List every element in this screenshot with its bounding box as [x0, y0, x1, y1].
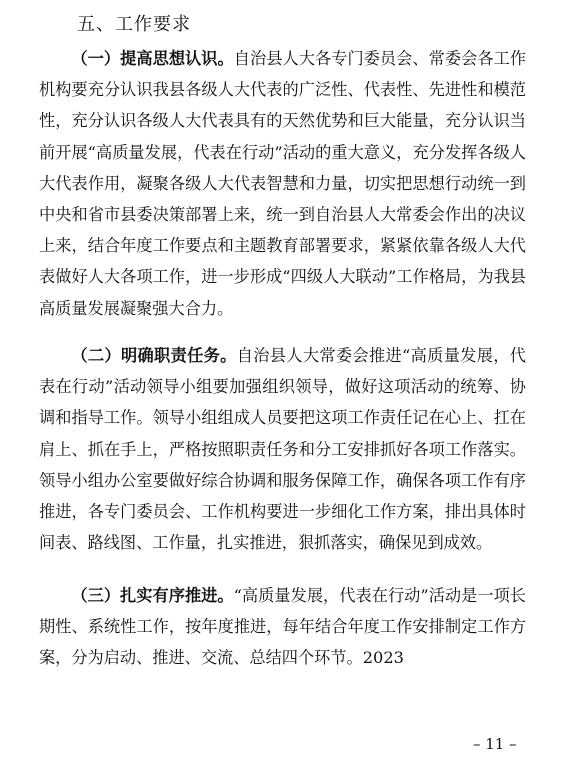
paragraph-body: “高质量发展，代表在行动”活动是一项长期性、系统性工作，按年度推进，每年结合年度工作安排制定工作方案，分为启动、推进、交流、总结四个环节。2023 [39, 586, 526, 668]
paragraph-body: 自治县人大常委会推进“高质量发展，代表在行动”活动领导小组要加强组织领导，做好这项活动的统筹、协调和指导工作。领导小组组成人员要把这项工作责任记在心上、扛在肩上、抓在手上，严格按照职责任务和分工安排抓好各项工作落实。领导小组办公室要做好综合协调和服务保障工作，确保各项工作有序推进，各专门委员会、工作机构要进一步细化工作方案，排出具体时间表、路线图、工作量，扎实推进，狠抓落实，确保见到成效。 [39, 346, 526, 553]
page-number: – 11 – [473, 735, 517, 753]
paragraph-lead: （二）明确职责任务。 [71, 346, 237, 365]
paragraph-lead: （一）提高思想认识。 [71, 49, 234, 68]
paragraph-lead: （三）扎实有序推进。 [71, 586, 234, 605]
paragraph-responsibilities [39, 340, 526, 558]
paragraph-body: 自治县人大各专门委员会、常委会各工作机构要充分认识我县各级人大代表的广泛性、代表性、先进性和模范性，充分认识各级人大代表具有的天然优势和巨大能量，充分认识当前开展“高质量发展，代表在行动”活动的重大意义，充分发挥各级人大代表作用，凝聚各级人大代表智慧和力量，切实把思想行动统一到中央和省市县委决策部署上来，统一到自治县人大常委会作出的决议上来，结合年度工作要点和主题教育部署要求，紧紧依靠各级人大代表做好人大各项工作，进一步形成“四级人大联动”工作格局，为我县高质量发展凝聚强大合力。 [39, 49, 527, 318]
section-heading: 五、工作要求 [77, 14, 191, 35]
paragraph-thinking-awareness [39, 43, 526, 324]
paragraph-orderly-progress [39, 580, 526, 674]
